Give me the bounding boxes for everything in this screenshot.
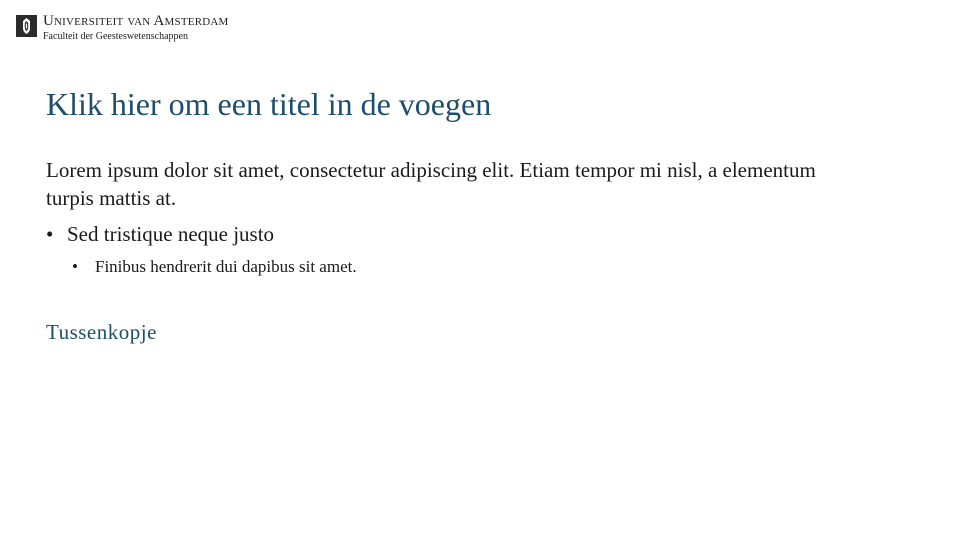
bullet-item-level1[interactable] [46,220,274,248]
subheading[interactable]: Tussenkopje [46,320,157,344]
bullet-item-level2[interactable] [72,256,357,278]
bullet-marker: • [46,222,54,246]
slide-title[interactable]: Klik hier om een titel in de voegen [46,86,492,122]
faculty-name: Faculteit der Geesteswetenschappen [43,31,188,42]
bullet-marker: • [72,257,78,276]
university-seal-icon [16,15,37,37]
bullet-text: Finibus hendrerit dui dapibus sit amet. [95,257,357,276]
university-name: Universiteit van Amsterdam [43,13,229,29]
bullet-text: Sed tristique neque justo [67,222,275,246]
body-paragraph[interactable]: Lorem ipsum dolor sit amet, consectetur adipiscing elit. Etiam tempor mi nisl, a elementum turpis mattis at. [46,158,816,210]
